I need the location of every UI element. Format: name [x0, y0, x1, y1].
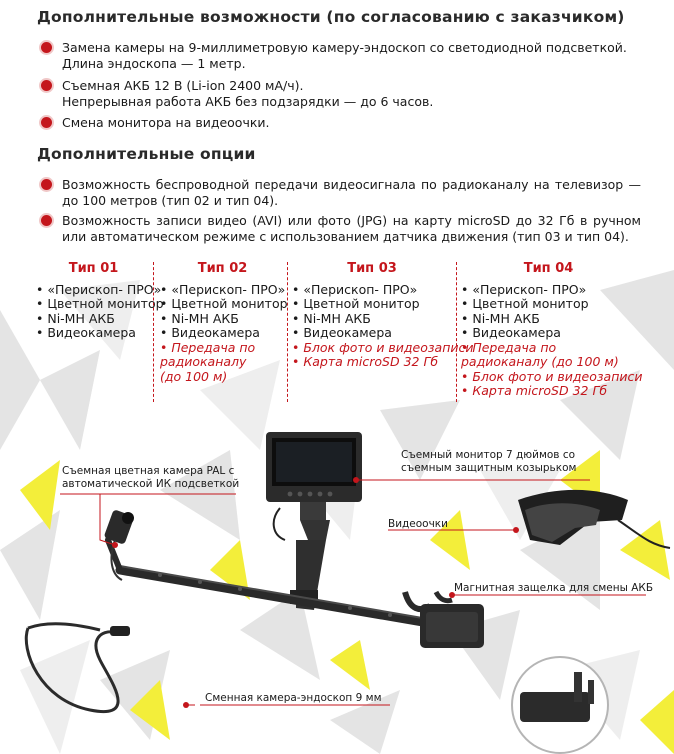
type-feature-optional: • Блок фото и видеозаписи — [292, 339, 474, 355]
callout-text: Съемный монитор 7 дюймов со — [401, 449, 576, 461]
type-feature-optional: • Передача по радиоканалу (до 100 м) — [461, 339, 619, 369]
latch-inset-image — [512, 657, 608, 753]
type-feature-optional: • Передача по радиоканалу (до 100 м) — [160, 339, 256, 384]
type-feature: • Видеокамера — [292, 325, 392, 340]
callout-text: съемным защитным козырьком — [401, 462, 577, 474]
type-feature: • Цветной монитор — [36, 296, 164, 311]
type-feature: • «Перископ- ПРО» — [36, 281, 162, 297]
callout-goggles: Видеоочки — [388, 518, 448, 530]
type-feature-optional: • Карта microSD 32 Гб — [461, 383, 608, 398]
callout-text: Съемная цветная камера PAL с — [62, 465, 235, 477]
endoscope-cable-image — [26, 624, 118, 712]
list-item-text: Смена монитора на видеоочки. — [62, 115, 270, 130]
list-item-text: Непрерывная работа АКБ без подзарядки — до 6 часов. — [62, 94, 434, 109]
type-feature: • Видеокамера — [36, 325, 136, 340]
type-feature: • Цветной монитор — [292, 296, 420, 311]
list-item-text: Съемная АКБ 12 В (Li-ion 2400 мА/ч). — [62, 78, 304, 93]
type-feature: • Ni-MH АКБ — [292, 310, 371, 326]
type-feature: • Цветной монитор — [461, 296, 589, 311]
type-title: Тип 01 — [68, 261, 119, 276]
type-feature: • «Перископ- ПРО» — [160, 281, 286, 297]
type-feature-optional: • Карта microSD 32 Гб — [292, 354, 439, 369]
list-item-text: Возможность беспроводной передачи видеосигнала по радиоканалу на телевизор — до 100 метров (тип 02 и тип 04). — [62, 177, 641, 208]
type-feature: • Ni-MH АКБ — [36, 310, 115, 326]
type-feature-optional: • Блок фото и видеозаписи — [461, 368, 643, 384]
callout-monitor — [401, 449, 576, 475]
list-item-text: Замена камеры на 9-миллиметровую камеру-эндоскоп со светодиодной подсветкой. — [62, 40, 627, 55]
type-feature: • Видеокамера — [160, 325, 260, 340]
type-feature: • Видеокамера — [461, 325, 561, 340]
type-title: Тип 04 — [523, 261, 574, 276]
type-feature: • «Перископ- ПРО» — [461, 281, 587, 297]
callout-latch: Магнитная защелка для смены АКБ — [454, 582, 654, 594]
list-item-text: Возможность записи видео (AVI) или фото (JPG) на карту microSD до 32 Гб в ручном или автоматическом режиме с использованием датчика движения (тип 03 и тип 04). — [62, 213, 641, 244]
type-title: Тип 02 — [197, 261, 248, 276]
callout-camera — [62, 465, 239, 491]
type-feature: • Ni-MH АКБ — [461, 310, 540, 326]
section-title-additional-features: Дополнительные возможности (по согласованию с заказчиком) — [37, 8, 625, 26]
list-item-text: Длина эндоскопа — 1 метр. — [62, 56, 246, 71]
type-feature: • Ni-MH АКБ — [160, 310, 239, 326]
video-goggles-image — [518, 490, 670, 548]
type-title: Тип 03 — [347, 261, 397, 276]
callout-text: автоматической ИК подсветкой — [62, 478, 240, 490]
section-title-additional-options: Дополнительные опции — [37, 145, 256, 163]
callout-endoscope: Сменная камера-эндоскоп 9 мм — [205, 692, 382, 704]
type-feature: • Цветной монитор — [160, 296, 288, 311]
type-feature: • «Перископ- ПРО» — [292, 281, 418, 297]
